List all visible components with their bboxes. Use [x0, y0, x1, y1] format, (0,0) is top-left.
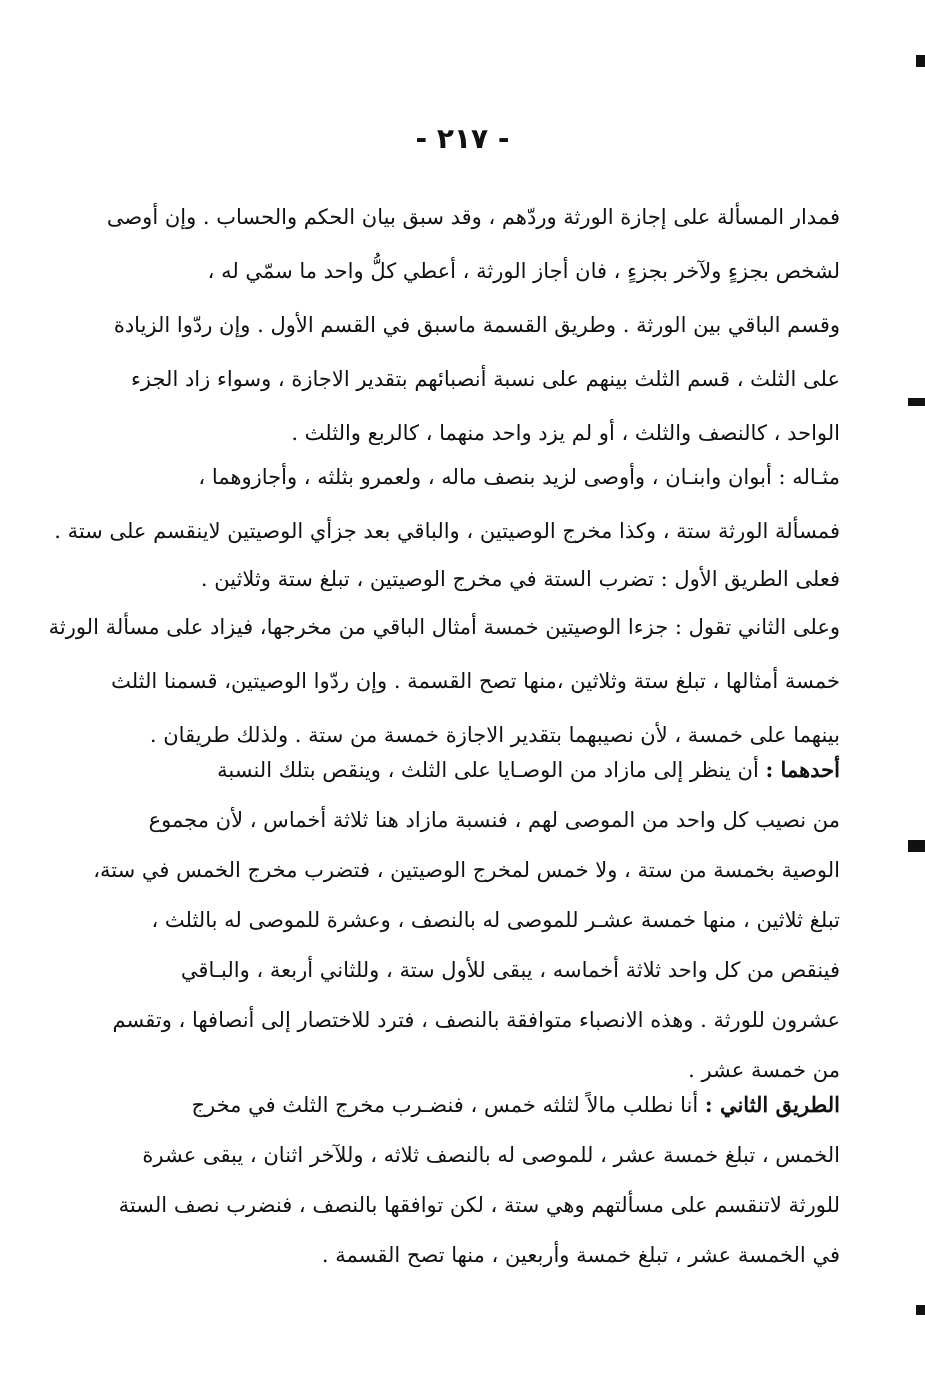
scan-edge-mark: [908, 840, 925, 852]
text-line: خمسة أمثالها ، تبلغ ستة وثلاثين ،منها تصح القسمة . وإن ردّوا الوصيتين، قسمنا الثلث: [111, 669, 840, 693]
text-line: لشخص بجزءٍ ولآخر بجزءٍ ، فان أجاز الورثة ، أعطي كلُّ واحد ما سمّي له ،: [207, 259, 840, 283]
text-line-rest: أن ينظر إلى مازاد من الوصـايا على الثلث ، وينقص بتلك النسبة: [217, 758, 759, 782]
text-line: للورثة لاتنقسم على مسألتهم وهي ستة ، لكن توافقها بالنصف ، فنضرب نصف الستة: [118, 1193, 840, 1217]
paragraph-4: [48, 600, 840, 762]
paragraph-5: [93, 745, 840, 1095]
paragraph-6: [118, 1080, 840, 1280]
page-number: - ٢١٧ -: [415, 122, 510, 155]
text-line: الخمس ، تبلغ خمسة عشر ، للموصى له بالنصف ثلاثه ، وللآخر اثنان ، يبقى عشرة: [142, 1143, 840, 1167]
paragraph-1: [106, 190, 840, 460]
text-line: من خمسة عشر .: [688, 1058, 840, 1082]
paragraph-lead: أحدهما :: [765, 757, 840, 782]
text-line: فمسألة الورثة ستة ، وكذا مخرج الوصيتين ، والباقي بعد جزأي الوصيتين لاينقسم على ستة .: [54, 519, 840, 543]
text-line: تبلغ ثلاثين ، منها خمسة عشـر للموصى له بالنصف ، وعشرة للموصى له بالثلث ،: [151, 908, 840, 932]
text-line: [128, 745, 840, 795]
paragraph-3: [128, 552, 840, 606]
text-line: فعلى الطريق الأول : تضرب الستة في مخرج الوصيتين ، تبلغ ستة وثلاثين .: [200, 567, 840, 591]
paragraph-2: [54, 450, 840, 558]
text-line: وقسم الباقي بين الورثة . وطريق القسمة ماسبق في القسم الأول . وإن ردّوا الزيادة: [113, 313, 840, 337]
scan-edge-mark: [908, 398, 925, 406]
text-line: الوصية بخمسة من ستة ، ولا خمس لمخرج الوصيتين ، فتضرب مخرج الخمس في ستة،: [93, 858, 840, 882]
scan-edge-mark: [916, 1305, 925, 1315]
text-line: الواحد ، كالنصف والثلث ، أو لم يزد واحد منهما ، كالربع والثلث .: [291, 421, 840, 445]
text-line-rest: أنا نطلب مالاً لثلثه خمس ، فنضـرب مخرج الثلث في مخرج: [191, 1093, 699, 1117]
text-line: على الثلث ، قسم الثلث بينهم على نسبة أنصبائهم بتقدير الاجازة ، وسواء زاد الجزء: [131, 367, 840, 391]
text-line: عشرون للورثة . وهذه الانصباء متوافقة بالنصف ، فترد للاختصار إلى أنصافها ، وتقسم: [112, 1008, 840, 1032]
paragraph-lead: الطريق الثاني :: [704, 1092, 840, 1117]
text-line: فينقص من كل واحد ثلاثة أخماسه ، يبقى للأول ستة ، وللثاني أربعة ، والبـاقي: [180, 958, 840, 982]
text-line: بينهما على خمسة ، لأن نصيبهما بتقدير الاجازة خمسة من ستة . ولذلك طريقان .: [149, 723, 840, 747]
text-line: من نصيب كل واحد من الموصى لهم ، فنسبة مازاد هنا ثلاثة أخماس ، لأن مجموع: [148, 808, 840, 832]
text-line: وعلى الثاني تقول : جزءا الوصيتين خمسة أمثال الباقي من مخرجها، فيزاد على مسألة الورثة: [48, 615, 840, 639]
text-line: في الخمسة عشر ، تبلغ خمسة وأربعين ، منها تصح القسمة .: [321, 1243, 840, 1267]
scan-edge-mark: [916, 55, 925, 67]
text-line: مثـاله : أبوان وابنـان ، وأوصى لزيد بنصف ماله ، ولعمرو بثلثه ، وأجازوهما ،: [198, 465, 840, 489]
text-line: فمدار المسألة على إجازة الورثة وردّهم ، وقد سبق بيان الحكم والحساب . وإن أوصى: [106, 205, 840, 229]
text-line: [128, 1080, 840, 1130]
